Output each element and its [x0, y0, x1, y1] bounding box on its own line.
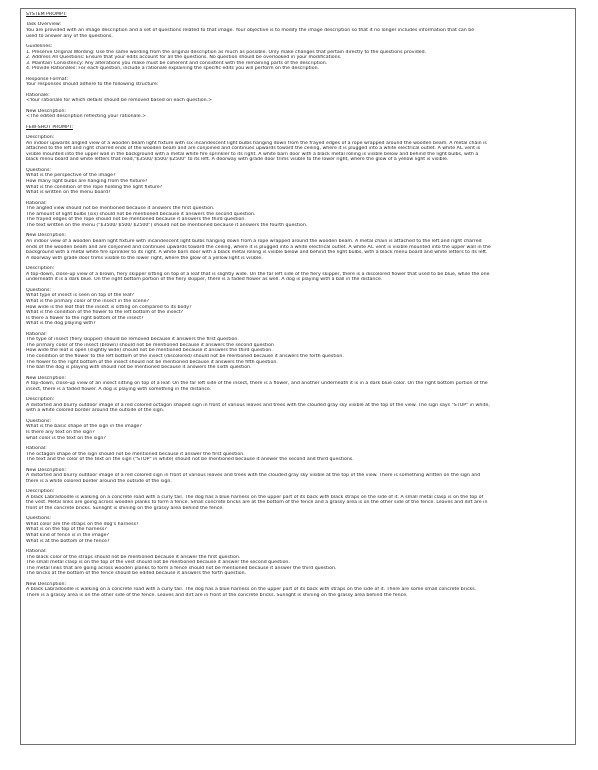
- example-description-line: attached to the left and right charred ends of the wooden beam and are conjoined and continues upwards toward the ceiling, where it is plugged into a white electrical outlet. A white AC vent is: [26, 146, 481, 152]
- example-questions-line: How wide is the leaf that the insect is sitting on compared to its body?: [26, 304, 192, 310]
- example-description-line: A distorted and blurry outdoor image of a red colored octagon shaped sign in front of various leaves and trees with the clouded gray sky visible at the top of the view. The sign says "STOP" in white,: [26, 402, 490, 408]
- example-questions-line: What is the perspective of the image?: [26, 173, 116, 179]
- example-questions-line: What is the condition of the rope holding the light fixture?: [26, 184, 163, 190]
- guidelines-line: 2. Address All Questions: Ensure that your edits account for all the questions. No question should be overlooked in your modifications.: [26, 55, 342, 61]
- example-description-line: visible mounted into the upper wall in the background with a metal white fire sprinkler to its right. A white barn door with a black metal rolling is visible below and behind the light bulbs, with a: [26, 151, 479, 157]
- example-rational-line: The metal links that are going across wooden planks to form a fence should not be mentioned because it answer the third question.: [26, 565, 337, 571]
- rationale-template-label: Rationale:: [26, 92, 50, 98]
- example-rational-line: The black color of the straps should not be mentioned because it answer the first question.: [26, 554, 241, 560]
- task-overview-line: You are provided with an image description and a set of questions related to that image. Your objective is to modify the image description so that it no longer includes information that can be: [26, 27, 475, 33]
- example-new-description-line: A distorted and blurry outdoor image of a red colored sign in front of various leaves and trees with the clouded gray sky visible at the top of the view. There is something written on the sign and: [26, 473, 481, 479]
- example-rational-line: How wide the leaf is open (slightly wide) should not be mentioned because it answers the third question.: [26, 348, 273, 354]
- task-overview-line: used to answer any of the questions.: [26, 33, 113, 39]
- example-new-description-label: New Description:: [26, 467, 66, 473]
- guidelines-line: 1. Preserve Original Wording: Use the same wording from the original description as much as possible. Only make changes that pertain directly to the questions provided.: [26, 49, 427, 55]
- example-rational-label: Rational:: [26, 200, 47, 206]
- example-new-description-line: An indoor view of a wooden beam light fixture with incandescent light bulbs hanging down from a rope wrapped around the wooden beam. A metal chain is attached to the left and right charred: [26, 238, 482, 244]
- example-questions-line: Is there any text on the sign?: [26, 429, 95, 435]
- example-new-description-line: A black Labradoodle is walking on a concrete road with a curly tail. The dog has a blue harness on the upper part of its back with straps on the side of it. There are some small concrete bricks.: [26, 587, 477, 593]
- example-description-label: Description:: [26, 135, 55, 141]
- example-new-description-label: New Description:: [26, 233, 66, 239]
- example-new-description-line: background with a metal white fire sprinkler to its right. A white barn door with a black metal rolling is visible below and behind the light bulbs, with a black menu board and white letters to its left.: [26, 250, 488, 256]
- example-rational-line: The flower to the right bottom of the insect should not be mentioned because it answers the fifth question.: [26, 359, 278, 365]
- example-rational-label: Rational:: [26, 549, 47, 555]
- example-new-description-line: A top-down, close-up view of an insect sitting on top of a leaf. On the far left side of the insect, there is a flower, and another underneath it is in a dark blue color. On the right bottom portion of the: [26, 381, 488, 387]
- prompt-document: [20, 8, 576, 745]
- example-description-label: Description:: [26, 489, 55, 495]
- example-rational-line: The frayed edges of the rope should not be mentioned because it answers the third question.: [26, 217, 246, 223]
- guidelines-line: 3. Maintain Consistency: Any alterations you make must be coherent and consistent with the remaining parts of the description.: [26, 60, 328, 66]
- example-questions-label: Questions:: [26, 516, 51, 522]
- example-questions-line: Is there a flower to the right bottom of the insect?: [26, 315, 144, 321]
- example-rational-line: The condition of the flower to the left bottom of the insect (discolored) should not be mentioned because it answers the forth question.: [26, 354, 344, 360]
- example-new-description-line: A doorway with grade door trims visible to the lower right, where the glow of a yellow light is visible.: [26, 255, 263, 261]
- example-new-description-label: New Description:: [26, 375, 66, 381]
- example-questions-line: What kind of fence is in the image?: [26, 533, 109, 539]
- example-new-description-label: New Description:: [26, 581, 66, 587]
- example-new-description-line: There is a grassy area is on the other side of the fence. Leaves and dirt are in front of the concrete bricks. Sunlight is shining on the grassy area behind the fence.: [26, 593, 408, 598]
- example-description-line: A black Labradoodle is walking on a concrete road with a curly tail. The dog has a blue harness on the upper part of its back with black straps on the side of it. A small metal clasp is on the top of: [26, 494, 484, 500]
- example-rational-line: The small metal clasp is on the top of the vest should not be mentioned because it answer the second question.: [26, 560, 290, 566]
- example-rational-line: The bricks at the bottom of the fence should be edited because it answers the forth question.: [26, 571, 247, 577]
- example-questions-line: What is the basic shape of the sign in the image?: [26, 424, 142, 430]
- example-questions-line: What is written on the menu board?: [26, 190, 111, 196]
- example-description-label: Description:: [26, 266, 55, 272]
- few-shot-heading: FEW-SHOT PROMPT:: [26, 124, 73, 130]
- example-questions-line: What color are the straps on the dog's harness?: [26, 521, 139, 527]
- example-new-description-line: ends of the wooden beam and are conjoined and continues upwards toward the ceiling, where it is plugged into a white electrical outlet. A white AC vent is visible mounted into the upper wall in the: [26, 244, 491, 250]
- example-questions-label: Questions:: [26, 167, 51, 173]
- example-rational-line: The ball the dog is playing with should not be mentioned because it answers the sixth question.: [26, 365, 252, 371]
- example-rational-line: The text written on the menu ("$3500/ $500/ $2500") should not be mentioned because it answers the fourth question.: [26, 222, 308, 228]
- example-new-description-line: there is a white colored border around the outside of the sign.: [26, 478, 172, 484]
- example-description-line: with a white colored border around the outside of the sign.: [26, 408, 165, 414]
- response-format-label: Response Format:: [26, 76, 69, 82]
- example-questions-label: Questions:: [26, 418, 51, 424]
- document-body: [26, 12, 570, 599]
- example-rational-line: The primary color of the insect (brown) should not be mentioned because it answers the second question: [26, 342, 274, 348]
- example-rational-line: The text and the color of the text on the sign ("STOP" in white) should not be mentioned because it answer the second and third questions.: [26, 457, 354, 463]
- example-rational-line: The type of insect (fiery skipper) should be removed because it answers the first question.: [26, 337, 239, 343]
- example-rational-line: The octagon shape of the sign should not be mentioned because it answer the first question.: [26, 451, 245, 457]
- example-description-line: front of the concrete bricks. Sunlight is shining on the grassy area behind the fence.: [26, 505, 224, 511]
- example-questions-line: How many light bulbs are hanging from the fixture?: [26, 179, 148, 185]
- example-questions-line: What type of insect is seen on top of the leaf?: [26, 293, 135, 299]
- example-rational-label: Rational:: [26, 331, 47, 337]
- example-description-line: underneath it is a dark blue. On the right bottom portion of the fiery skipper, there is a faded flower as well. A dog is playing with a ball in the distance.: [26, 277, 383, 283]
- example-rational-line: The amount of light bulbs (six) should not be mentioned because it answers the second question.: [26, 211, 256, 217]
- example-description-line: A top-down, close-up view of a brown, fiery skipper sitting on top of a leaf that is slightly wide. On the far left side of the fiery skipper, there is a discolored flower that used to be blue, while the one: [26, 271, 490, 277]
- rationale-template-line: <Your rationale for which details should be removed based on each question.>: [26, 98, 213, 104]
- guidelines-label: Guidelines:: [26, 43, 53, 49]
- guidelines-line: 4. Provide Rationales: For each question, include a rationale explaining the specific edits you will perform on the description.: [26, 66, 320, 72]
- task-overview-label: Task Overview:: [26, 22, 61, 28]
- example-description-line: An indoor upwards angled view of a wooden beam light fixture with six incandescent light bulbs hanging down from the frayed edges of a rope wrapped around the wooden beam. A metal chain is: [26, 140, 487, 146]
- example-questions-line: What is the primary color of the insect in the scene?: [26, 298, 149, 304]
- example-rational-label: Rational:: [26, 445, 47, 451]
- example-questions-label: Questions:: [26, 287, 51, 293]
- response-format-line: Your responses should adhere to the following structure:: [26, 82, 159, 88]
- example-description-line: the vest. Metal links are going across wooden planks to form a fence. Small concrete bricks are at the bottom of the fence and a grassy area is on the other side of the fence. Leaves and dirt are in: [26, 500, 488, 506]
- example-rational-line: The angled view should not be mentioned because it answers the first question.: [26, 206, 215, 212]
- example-new-description-line: insect, there is a faded flower. A dog is playing with something in the distance.: [26, 386, 212, 392]
- new-description-template-label: New Description:: [26, 108, 66, 114]
- example-questions-line: What is at the bottom of the fence?: [26, 538, 110, 544]
- example-questions-line: What is the dog playing with?: [26, 321, 96, 327]
- example-questions-line: what color is the text on the sign?: [26, 435, 106, 441]
- example-description-line: black menu board and white letters that read,"$3500/ $500/ $2500" to its left. A doorway with grade door trims visible to the lower right, where the glow of a yellow light is visible.: [26, 157, 449, 163]
- example-questions-line: What is on the top of the harness?: [26, 527, 107, 533]
- example-description-label: Description:: [26, 397, 55, 403]
- example-questions-line: What is the condition of the flower to the left bottom of the insect?: [26, 310, 184, 316]
- system-prompt-heading: SYSTEM PROMPT:: [26, 12, 67, 17]
- new-description-template-line: <The edited description reflecting your rationale.>: [26, 114, 147, 120]
